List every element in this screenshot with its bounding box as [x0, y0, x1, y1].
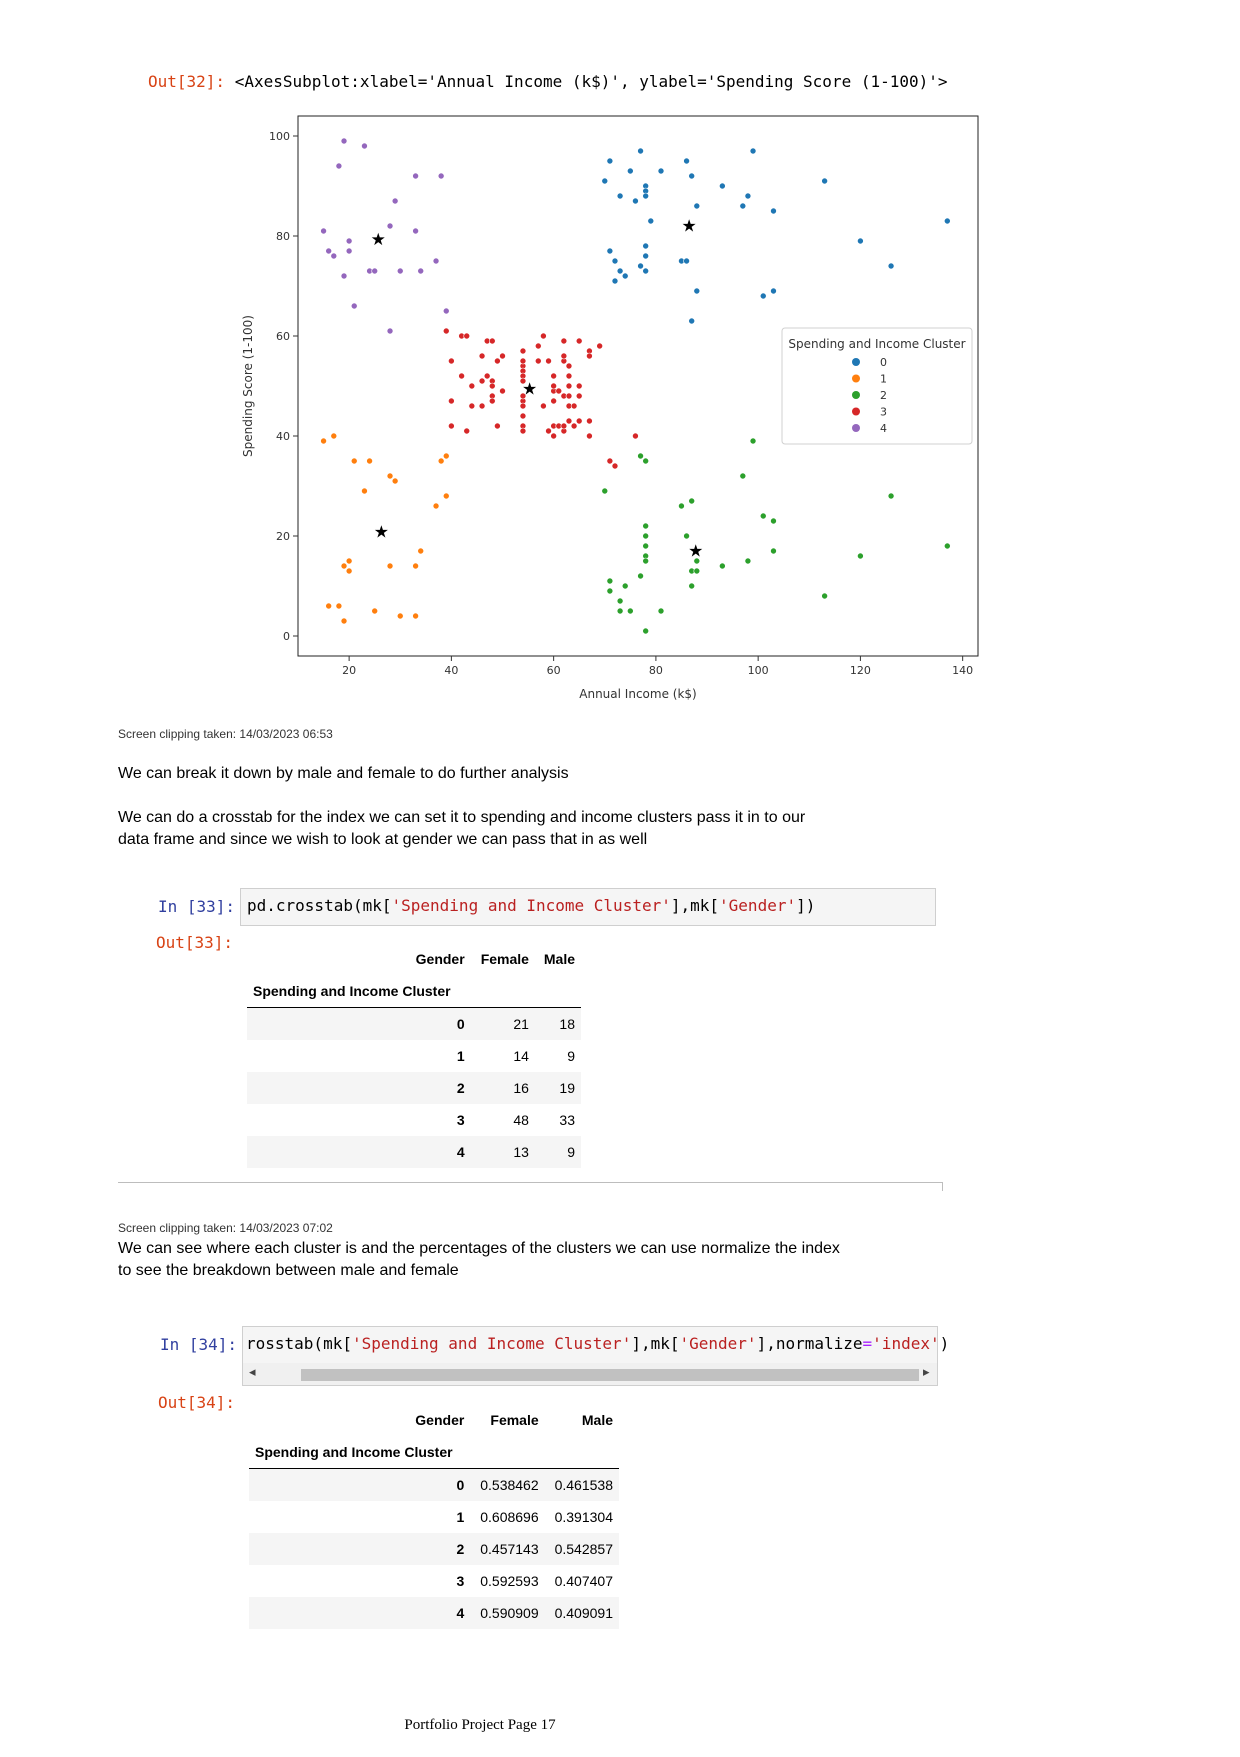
- point-cluster-1: [367, 458, 373, 464]
- scroll-left-icon[interactable]: ◂: [249, 1365, 256, 1380]
- point-cluster-2: [678, 503, 684, 509]
- normalized-crosstab-table: [249, 1404, 619, 1629]
- point-cluster-3: [576, 418, 582, 424]
- point-cluster-2: [689, 498, 695, 504]
- table-row: 3 0.592593 0.407407: [456, 1573, 613, 1589]
- point-cluster-2: [617, 598, 623, 604]
- x-tick-label: 120: [849, 664, 871, 677]
- point-cluster-2: [944, 543, 950, 549]
- x-tick-label: 40: [444, 664, 459, 677]
- table-row: 0 0.538462 0.461538: [249, 1469, 619, 1502]
- centroid-star-icon: ★: [521, 379, 538, 400]
- point-cluster-3: [566, 383, 572, 389]
- point-cluster-1: [336, 603, 342, 609]
- point-cluster-2: [689, 583, 695, 589]
- point-cluster-3: [469, 383, 475, 389]
- point-cluster-1: [341, 563, 347, 569]
- point-cluster-3: [586, 433, 592, 439]
- point-cluster-0: [694, 203, 700, 209]
- point-cluster-4: [443, 308, 449, 314]
- point-cluster-0: [643, 253, 649, 259]
- point-cluster-1: [326, 603, 332, 609]
- y-tick-label: 100: [269, 130, 290, 143]
- point-cluster-3: [566, 393, 572, 399]
- y-tick-label: 60: [276, 330, 290, 343]
- columns-name: Gender: [415, 951, 465, 967]
- page-footer: Portfolio Project Page 17: [404, 1717, 556, 1733]
- point-cluster-3: [479, 353, 485, 359]
- point-cluster-1: [413, 563, 419, 569]
- point-cluster-3: [561, 353, 567, 359]
- point-cluster-3: [546, 428, 552, 434]
- point-cluster-3: [464, 428, 470, 434]
- paragraph-3a: We can see where each cluster is and the percentages of the clusters we can use normalize the index: [118, 1240, 840, 1257]
- point-cluster-2: [627, 608, 633, 614]
- table-row: 2 0.457143 0.542857: [249, 1533, 619, 1565]
- point-cluster-4: [413, 173, 419, 179]
- point-cluster-3: [489, 383, 495, 389]
- point-cluster-3: [551, 433, 557, 439]
- out-label-33: Out[33]:: [156, 933, 234, 952]
- point-cluster-4: [387, 328, 393, 334]
- columns-name: Gender: [415, 1412, 465, 1428]
- point-cluster-0: [750, 148, 756, 154]
- in-label-33: In [33]:: [158, 897, 236, 916]
- point-cluster-3: [494, 358, 500, 364]
- point-cluster-3: [556, 388, 562, 394]
- y-axis: [269, 130, 298, 643]
- out-32-line: [148, 72, 948, 91]
- point-cluster-2: [658, 608, 664, 614]
- point-cluster-4: [321, 228, 327, 234]
- column-header: Female: [490, 1412, 539, 1428]
- point-cluster-1: [331, 433, 337, 439]
- scrollbar-thumb[interactable]: [301, 1369, 919, 1381]
- point-cluster-4: [387, 223, 393, 229]
- legend-marker: [852, 391, 860, 399]
- point-cluster-0: [719, 183, 725, 189]
- y-tick-label: 20: [276, 530, 290, 543]
- point-cluster-2: [770, 548, 776, 554]
- point-cluster-2: [740, 473, 746, 479]
- point-cluster-4: [438, 173, 444, 179]
- point-cluster-4: [341, 138, 347, 144]
- paragraph-2b: data frame and since we wish to look at gender we can pass that in as well: [118, 831, 648, 848]
- x-axis: [342, 656, 973, 677]
- point-cluster-0: [638, 263, 644, 269]
- point-cluster-3: [500, 388, 506, 394]
- point-cluster-1: [321, 438, 327, 444]
- point-cluster-1: [413, 613, 419, 619]
- point-cluster-2: [822, 593, 828, 599]
- point-cluster-4: [372, 268, 378, 274]
- code-cell-34[interactable]: rosstab(mk['Spending and Income Cluster'],mk['Gender'],normalize='index'): [242, 1326, 938, 1386]
- point-cluster-2: [888, 493, 894, 499]
- axes-repr: <AxesSubplot:xlabel='Annual Income (k$)', ylabel='Spending Score (1-100)'>: [234, 72, 948, 91]
- point-cluster-1: [418, 548, 424, 554]
- legend-marker: [852, 408, 860, 416]
- legend-marker: [852, 424, 860, 432]
- point-cluster-0: [632, 198, 638, 204]
- point-cluster-2: [643, 543, 649, 549]
- column-header: Male: [581, 1412, 613, 1428]
- point-cluster-2: [643, 533, 649, 539]
- y-tick-label: 80: [276, 230, 290, 243]
- x-tick-label: 140: [952, 664, 974, 677]
- clip-note-1: Screen clipping taken: 14/03/2023 06:53: [118, 727, 333, 741]
- centroid-star-icon: ★: [373, 522, 389, 543]
- table-row: 1 14 9: [456, 1048, 575, 1064]
- point-cluster-4: [341, 273, 347, 279]
- centroid-star-icon: ★: [688, 541, 704, 562]
- point-cluster-4: [336, 163, 342, 169]
- point-cluster-3: [535, 358, 541, 364]
- x-axis-label: Annual Income (k$): [579, 687, 697, 701]
- point-cluster-3: [566, 373, 572, 379]
- point-cluster-2: [684, 533, 690, 539]
- point-cluster-3: [561, 338, 567, 344]
- point-cluster-3: [448, 358, 454, 364]
- column-header: Male: [543, 951, 575, 967]
- legend: [782, 328, 972, 444]
- point-cluster-4: [392, 198, 398, 204]
- point-cluster-3: [551, 383, 557, 389]
- point-cluster-0: [612, 258, 618, 264]
- y-axis-label: Spending Score (1-100): [241, 315, 255, 457]
- point-cluster-4: [433, 258, 439, 264]
- point-cluster-0: [888, 263, 894, 269]
- point-cluster-3: [561, 423, 567, 429]
- point-cluster-0: [607, 248, 613, 254]
- clip-note-2: Screen clipping taken: 14/03/2023 07:02: [118, 1221, 333, 1235]
- table-row: 1 0.608696 0.391304: [456, 1509, 613, 1525]
- point-cluster-0: [643, 193, 649, 199]
- point-cluster-1: [346, 568, 352, 574]
- point-cluster-1: [346, 558, 352, 564]
- table-row: 0 21 18: [247, 1008, 581, 1041]
- point-cluster-0: [622, 273, 628, 279]
- point-cluster-0: [602, 178, 608, 184]
- point-cluster-4: [418, 268, 424, 274]
- point-cluster-1: [443, 453, 449, 459]
- point-cluster-1: [387, 563, 393, 569]
- point-cluster-2: [638, 453, 644, 459]
- point-cluster-0: [612, 278, 618, 284]
- out-label: Out[32]:: [148, 72, 226, 91]
- point-cluster-3: [551, 373, 557, 379]
- point-cluster-3: [500, 353, 506, 359]
- point-cluster-2: [602, 488, 608, 494]
- point-cluster-3: [443, 328, 449, 334]
- point-cluster-0: [760, 293, 766, 299]
- point-cluster-1: [341, 618, 347, 624]
- point-cluster-2: [607, 578, 613, 584]
- point-cluster-3: [571, 423, 577, 429]
- point-cluster-0: [944, 218, 950, 224]
- point-cluster-4: [397, 268, 403, 274]
- point-cluster-3: [540, 403, 546, 409]
- point-cluster-0: [648, 218, 654, 224]
- point-cluster-4: [326, 248, 332, 254]
- point-cluster-3: [520, 348, 526, 354]
- legend-label: 3: [880, 405, 887, 419]
- point-cluster-1: [392, 478, 398, 484]
- point-cluster-3: [586, 353, 592, 359]
- point-cluster-1: [443, 493, 449, 499]
- point-cluster-0: [638, 148, 644, 154]
- point-cluster-4: [413, 228, 419, 234]
- point-cluster-3: [540, 333, 546, 339]
- point-cluster-0: [694, 288, 700, 294]
- column-header: Female: [480, 951, 529, 967]
- point-cluster-0: [745, 193, 751, 199]
- point-cluster-3: [520, 413, 526, 419]
- point-cluster-0: [643, 268, 649, 274]
- point-cluster-0: [617, 268, 623, 274]
- point-cluster-3: [571, 403, 577, 409]
- point-cluster-3: [597, 343, 603, 349]
- point-cluster-3: [520, 403, 526, 409]
- point-cluster-3: [576, 338, 582, 344]
- point-cluster-2: [745, 558, 751, 564]
- point-cluster-2: [607, 588, 613, 594]
- scatter-chart: [230, 110, 990, 710]
- clipping-edge: [118, 1182, 943, 1191]
- point-cluster-3: [607, 458, 613, 464]
- legend-title: Spending and Income Cluster: [788, 337, 966, 351]
- point-cluster-3: [489, 338, 495, 344]
- point-cluster-4: [351, 303, 357, 309]
- point-cluster-1: [387, 473, 393, 479]
- point-cluster-0: [822, 178, 828, 184]
- crosstab-table: [247, 943, 581, 1168]
- table-row: 3 48 33: [456, 1112, 575, 1128]
- point-cluster-3: [612, 463, 618, 469]
- point-cluster-2: [643, 523, 649, 529]
- point-cluster-0: [684, 158, 690, 164]
- legend-label: 4: [880, 422, 887, 435]
- point-cluster-3: [586, 418, 592, 424]
- point-cluster-2: [638, 573, 644, 579]
- legend-marker: [852, 375, 860, 383]
- point-cluster-3: [632, 433, 638, 439]
- point-cluster-1: [397, 613, 403, 619]
- point-cluster-2: [694, 568, 700, 574]
- point-cluster-3: [551, 398, 557, 404]
- point-cluster-3: [448, 423, 454, 429]
- point-cluster-0: [689, 318, 695, 324]
- point-cluster-3: [479, 378, 485, 384]
- point-cluster-2: [760, 513, 766, 519]
- index-name: Spending and Income Cluster: [247, 975, 471, 1008]
- point-cluster-3: [566, 418, 572, 424]
- point-cluster-3: [576, 383, 582, 389]
- point-cluster-3: [566, 363, 572, 369]
- point-cluster-0: [684, 258, 690, 264]
- point-cluster-1: [351, 458, 357, 464]
- point-cluster-3: [535, 343, 541, 349]
- point-cluster-0: [627, 168, 633, 174]
- point-cluster-0: [689, 173, 695, 179]
- point-cluster-0: [857, 238, 863, 244]
- legend-marker: [852, 358, 860, 366]
- point-cluster-4: [361, 143, 367, 149]
- point-cluster-2: [719, 563, 725, 569]
- point-cluster-0: [607, 158, 613, 164]
- x-tick-label: 80: [648, 664, 663, 677]
- point-cluster-3: [484, 373, 490, 379]
- point-cluster-4: [331, 253, 337, 259]
- legend-label: 1: [880, 372, 887, 386]
- point-cluster-3: [520, 428, 526, 434]
- point-cluster-2: [643, 628, 649, 634]
- point-cluster-3: [464, 333, 470, 339]
- centroid-star-icon: ★: [681, 216, 697, 237]
- point-cluster-3: [489, 398, 495, 404]
- paragraph-3b: to see the breakdown between male and female: [118, 1262, 459, 1279]
- centroid-star-icon: ★: [370, 230, 386, 250]
- in-label-34: In [34]:: [160, 1335, 238, 1354]
- y-tick-label: 0: [283, 630, 290, 643]
- point-cluster-4: [346, 248, 352, 254]
- point-cluster-3: [576, 393, 582, 399]
- point-cluster-3: [479, 403, 485, 409]
- point-cluster-3: [469, 403, 475, 409]
- point-cluster-1: [438, 458, 444, 464]
- point-cluster-3: [494, 423, 500, 429]
- legend-label: 2: [880, 389, 887, 402]
- point-cluster-0: [643, 243, 649, 249]
- scroll-right-icon[interactable]: ▸: [923, 1365, 930, 1380]
- point-cluster-0: [617, 193, 623, 199]
- point-cluster-3: [520, 358, 526, 364]
- point-cluster-2: [750, 438, 756, 444]
- point-cluster-1: [433, 503, 439, 509]
- point-cluster-3: [459, 373, 465, 379]
- table-row: 4 13 9: [247, 1136, 581, 1168]
- x-tick-label: 20: [342, 664, 357, 677]
- x-tick-label: 100: [747, 664, 769, 677]
- point-cluster-2: [857, 553, 863, 559]
- horizontal-scrollbar[interactable]: [243, 1363, 937, 1385]
- table-row: 2 16 19: [247, 1072, 581, 1104]
- point-cluster-2: [622, 583, 628, 589]
- point-cluster-4: [346, 238, 352, 244]
- y-tick-label: 40: [276, 430, 290, 443]
- point-cluster-2: [643, 558, 649, 564]
- point-cluster-2: [643, 458, 649, 464]
- paragraph-2a: We can do a crosstab for the index we can set it to spending and income clusters pass it in to our: [118, 809, 806, 826]
- x-tick-label: 60: [546, 664, 561, 677]
- legend-label: 0: [880, 356, 887, 369]
- point-cluster-2: [617, 608, 623, 614]
- point-cluster-0: [740, 203, 746, 209]
- table-row: 4 0.590909 0.409091: [249, 1597, 619, 1629]
- point-cluster-1: [372, 608, 378, 614]
- point-cluster-3: [448, 398, 454, 404]
- index-name: Spending and Income Cluster: [249, 1436, 470, 1469]
- point-cluster-2: [770, 518, 776, 524]
- point-cluster-0: [770, 208, 776, 214]
- point-cluster-3: [546, 358, 552, 364]
- point-cluster-0: [770, 288, 776, 294]
- out-label-34: Out[34]:: [158, 1393, 236, 1412]
- code-cell-33[interactable]: pd.crosstab(mk['Spending and Income Cluster'],mk['Gender']): [240, 888, 936, 926]
- point-cluster-1: [361, 488, 367, 494]
- point-cluster-0: [658, 168, 664, 174]
- paragraph-1: We can break it down by male and female to do further analysis: [118, 765, 569, 782]
